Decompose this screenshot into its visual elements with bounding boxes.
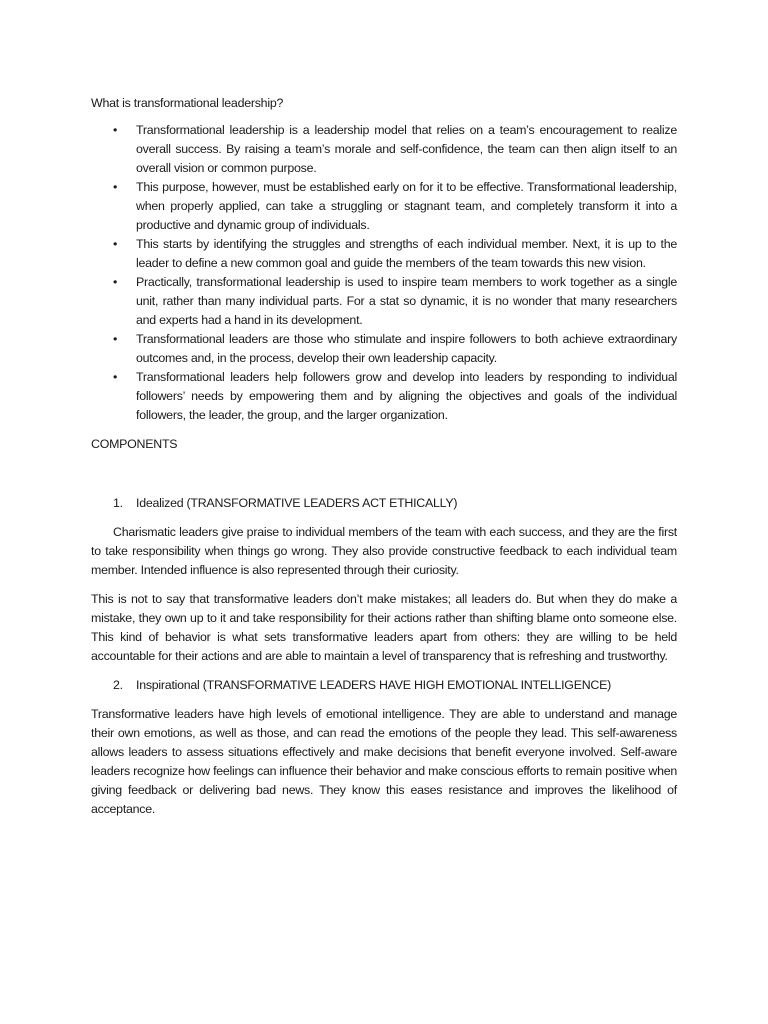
section-paragraph: This is not to say that transformative leaders don’t make mistakes; all leaders do. But when they do make a mistake, they own up to it and take responsibility for their actions rather than shifting blame onto someone else. This kind of behavior is what sets transformative leaders apart from others: they are willing to be held accountable for their actions and are able to maintain a level of transparency that is refreshing and trustworthy. bbox=[91, 592, 677, 663]
document-page bbox=[91, 94, 677, 819]
bullet-icon: • bbox=[113, 123, 118, 137]
bullet-icon: • bbox=[113, 370, 118, 384]
bullet-text: Transformational leadership is a leadership model that relies on a team’s encouragement to realize overall success. By raising a team’s morale and self-confidence, the team can then align itself to an overall vision or common purpose. bbox=[136, 123, 677, 175]
section-number: 1. bbox=[113, 496, 123, 510]
document-title: What is transformational leadership? bbox=[91, 96, 284, 110]
list-item bbox=[91, 121, 677, 178]
bullet-text: Transformational leaders are those who stimulate and inspire followers to both achieve extraordinary outcomes and, in the process, develop their own leadership capacity. bbox=[136, 332, 677, 365]
bullet-text: This starts by identifying the struggles and strengths of each individual member. Next, it is up to the leader to define a new common goal and guide the members of the team towards this new vision. bbox=[136, 237, 677, 270]
list-item bbox=[91, 273, 677, 330]
section-heading bbox=[91, 676, 677, 695]
section-title: Inspirational (TRANSFORMATIVE LEADERS HAVE HIGH EMOTIONAL INTELLIGENCE) bbox=[136, 678, 611, 692]
section-heading bbox=[91, 494, 677, 513]
list-item bbox=[91, 178, 677, 235]
section-paragraph: Charismatic leaders give praise to individual members of the team with each success, and they are the first to take responsibility when things go wrong. They also provide constructive feedback to each individual team member. Intended influence is also represented through their curiosity. bbox=[91, 525, 677, 577]
section-number: 2. bbox=[113, 678, 123, 692]
list-item bbox=[91, 368, 677, 425]
bullet-icon: • bbox=[113, 180, 118, 194]
bullet-text: Transformational leaders help followers grow and develop into leaders by responding to individual followers’ needs by empowering them and by aligning the objectives and goals of the individual followers, the leader, the group, and the larger organization. bbox=[136, 370, 677, 422]
section-paragraph: Transformative leaders have high levels of emotional intelligence. They are able to understand and manage their own emotions, as well as those, and can read the emotions of the people they lead. This self-awareness allows leaders to assess situations effectively and make decisions that benefit everyone involved. Self-aware leaders recognize how feelings can influence their behavior and make conscious efforts to remain positive when giving feedback or delivering bad news. They know this eases resistance and improves the likelihood of acceptance. bbox=[91, 707, 677, 816]
section-title: Idealized (TRANSFORMATIVE LEADERS ACT ETHICALLY) bbox=[136, 496, 458, 510]
bullet-icon: • bbox=[113, 275, 118, 289]
bullet-icon: • bbox=[113, 237, 118, 251]
bullet-list bbox=[91, 121, 677, 425]
components-heading: COMPONENTS bbox=[91, 437, 178, 451]
list-item bbox=[91, 235, 677, 273]
bullet-icon: • bbox=[113, 332, 118, 346]
list-item bbox=[91, 330, 677, 368]
bullet-text: This purpose, however, must be established early on for it to be effective. Transformational leadership, when properly applied, can take a struggling or stagnant team, and completely transform it into a productive and dynamic group of individuals. bbox=[136, 180, 677, 232]
bullet-text: Practically, transformational leadership is used to inspire team members to work together as a single unit, rather than many individual parts. For a stat so dynamic, it is no wonder that many researchers and experts had a hand in its development. bbox=[136, 275, 677, 327]
